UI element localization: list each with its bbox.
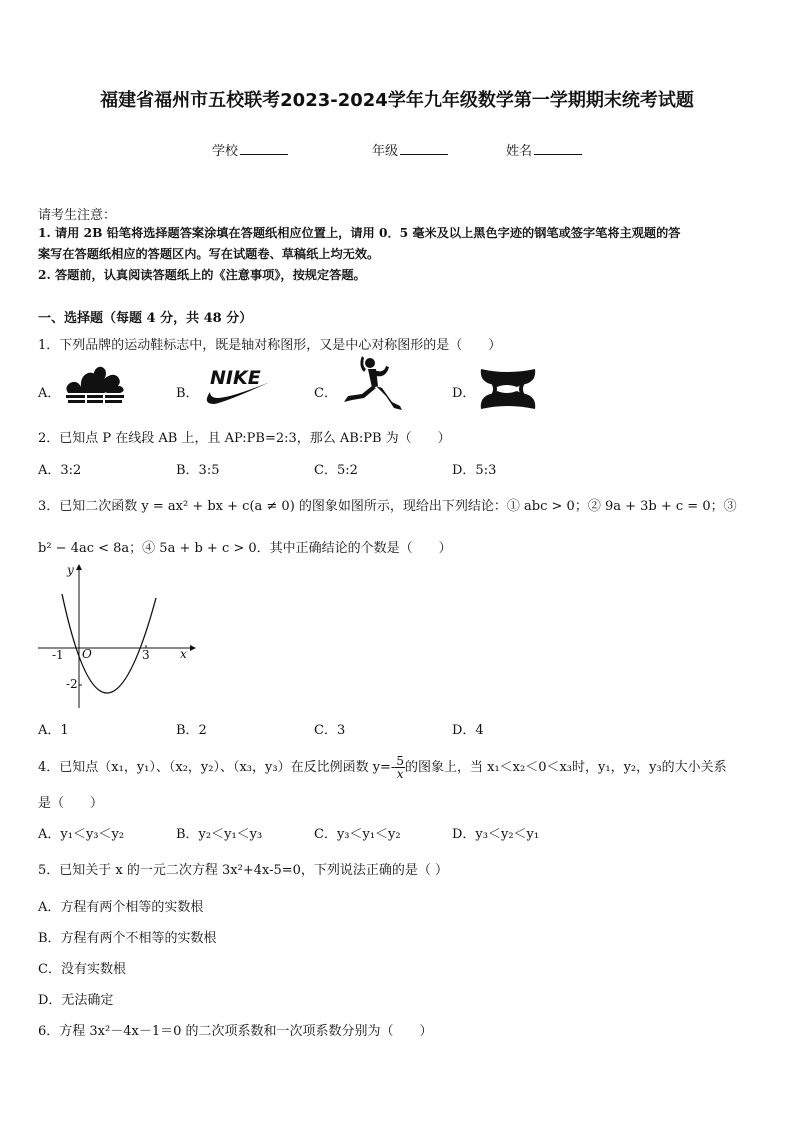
under-armour-icon xyxy=(477,365,539,417)
notice-line-1: 1. 请用 2B 铅笔将选择题答案涂填在答题纸相应位置上，请用 0．5 毫米及以上黑色字迹的钢笔或签字笔将主观题的答 xyxy=(38,226,681,240)
q3-stem-line1: 3．已知二次函数 y = ax² + bx + c(a ≠ 0) 的图象如图所示，现给出下列结论：① abc > 0；② 9a + 3b + c = 0；③ xyxy=(38,499,737,514)
y-axis-label: y xyxy=(67,563,74,577)
q5-option-d[interactable]: D．无法确定 xyxy=(38,993,114,1008)
q4-option-a[interactable]: A．y₁＜y₃＜y₂ xyxy=(38,827,125,842)
q2-option-d[interactable]: D．5:3 xyxy=(452,463,497,478)
q5-stem: 5．已知关于 x 的一元二次方程 3x²+4x-5=0，下列说法正确的是（ ） xyxy=(38,863,449,878)
q4-fraction-denominator: x xyxy=(396,767,404,781)
notice-line-3: 2. 答题前，认真阅读答题纸上的《注意事项》，按规定答题。 xyxy=(38,268,366,282)
x-axis-label: x xyxy=(180,647,187,661)
q6-stem: 6．方程 3x²－4x－1＝0 的二次项系数和一次项系数分别为（ ） xyxy=(38,1024,433,1039)
q4-stem-part-a: 4．已知点（x₁，y₁）、（x₂，y₂）、（x₃，y₃）在反比例函数 y=- xyxy=(38,760,396,775)
q1-option-d-label[interactable]: D． xyxy=(452,386,476,401)
school-field xyxy=(212,140,288,159)
q5-option-a[interactable]: A．方程有两个相等的实数根 xyxy=(38,900,204,915)
q2-option-c[interactable]: C．5:2 xyxy=(314,463,358,478)
q4-stem-line1 xyxy=(38,755,727,780)
q2-stem: 2．已知点 P 在线段 AB 上，且 AP:PB=2:3，那么 AB:PB 为（ ） xyxy=(38,431,451,446)
q4-option-b[interactable]: B．y₂＜y₁＜y₃ xyxy=(176,827,263,842)
q4-stem-part-b: 的图象上，当 x₁＜x₂＜0＜x₃时，y₁，y₂，y₃的大小关系 xyxy=(404,760,727,775)
y-axis-arrow xyxy=(76,564,82,570)
name-blank[interactable] xyxy=(534,142,582,155)
q4-stem-line2: 是（ ） xyxy=(38,796,104,811)
q2-option-b[interactable]: B．3:5 xyxy=(176,463,220,478)
name-label: 姓名 xyxy=(506,144,533,159)
q1-stem: 1．下列品牌的运动鞋标志中，既是轴对称图形，又是中心对称图形的是（ ） xyxy=(38,338,502,353)
grade-label: 年级 xyxy=(372,144,399,159)
grade-field xyxy=(372,140,448,159)
q5-option-b[interactable]: B．方程有两个不相等的实数根 xyxy=(38,931,217,946)
school-label: 学校 xyxy=(212,144,239,159)
q5-option-c[interactable]: C．没有实数根 xyxy=(38,962,126,977)
nike-logo-text: NIKE xyxy=(210,367,261,389)
school-blank[interactable] xyxy=(240,142,288,155)
q3-option-b[interactable]: B．2 xyxy=(176,723,207,738)
notice-line-2: 案写在答题纸相应的答题区内。写在试题卷、草稿纸上均无效。 xyxy=(38,247,380,261)
name-field xyxy=(506,140,582,159)
q3-stem-line2: b² − 4ac < 8a；④ 5a + b + c > 0．其中正确结论的个数是（ ） xyxy=(38,541,452,556)
q1-option-b-label[interactable]: B． xyxy=(176,386,199,401)
q1-option-a-label[interactable]: A． xyxy=(38,386,61,401)
tick-neg2-label: -2 xyxy=(66,677,78,691)
q1-option-c-label[interactable]: C． xyxy=(314,386,337,401)
notice-heading: 请考生注意： xyxy=(38,208,117,223)
q3-option-d[interactable]: D．4 xyxy=(452,723,484,738)
q4-option-d[interactable]: D．y₃＜y₂＜y₁ xyxy=(452,827,540,842)
q3-option-c[interactable]: C．3 xyxy=(314,723,346,738)
x-axis-arrow xyxy=(190,645,196,651)
nike-swoosh-icon xyxy=(200,364,272,412)
jumpman-icon xyxy=(338,356,408,420)
tick-3-label: 3 xyxy=(142,648,150,662)
adidas-trefoil-icon xyxy=(62,363,128,411)
q4-option-c[interactable]: C．y₃＜y₁＜y₂ xyxy=(314,827,401,842)
page-title: 福建省福州市五校联考2023-2024学年九年级数学第一学期期末统考试题 xyxy=(100,90,694,111)
origin-label: O xyxy=(82,647,92,661)
q3-option-a[interactable]: A．1 xyxy=(38,723,69,738)
section-heading: 一、选择题（每题 4 分，共 48 分） xyxy=(38,311,253,326)
q4-fraction-numerator: 5 xyxy=(396,754,404,768)
grade-blank[interactable] xyxy=(400,142,448,155)
tick-neg1-label: -1 xyxy=(52,648,64,662)
q2-option-a[interactable]: A．3:2 xyxy=(38,463,82,478)
q4-fraction xyxy=(395,755,405,780)
parabola-graph xyxy=(34,560,204,716)
